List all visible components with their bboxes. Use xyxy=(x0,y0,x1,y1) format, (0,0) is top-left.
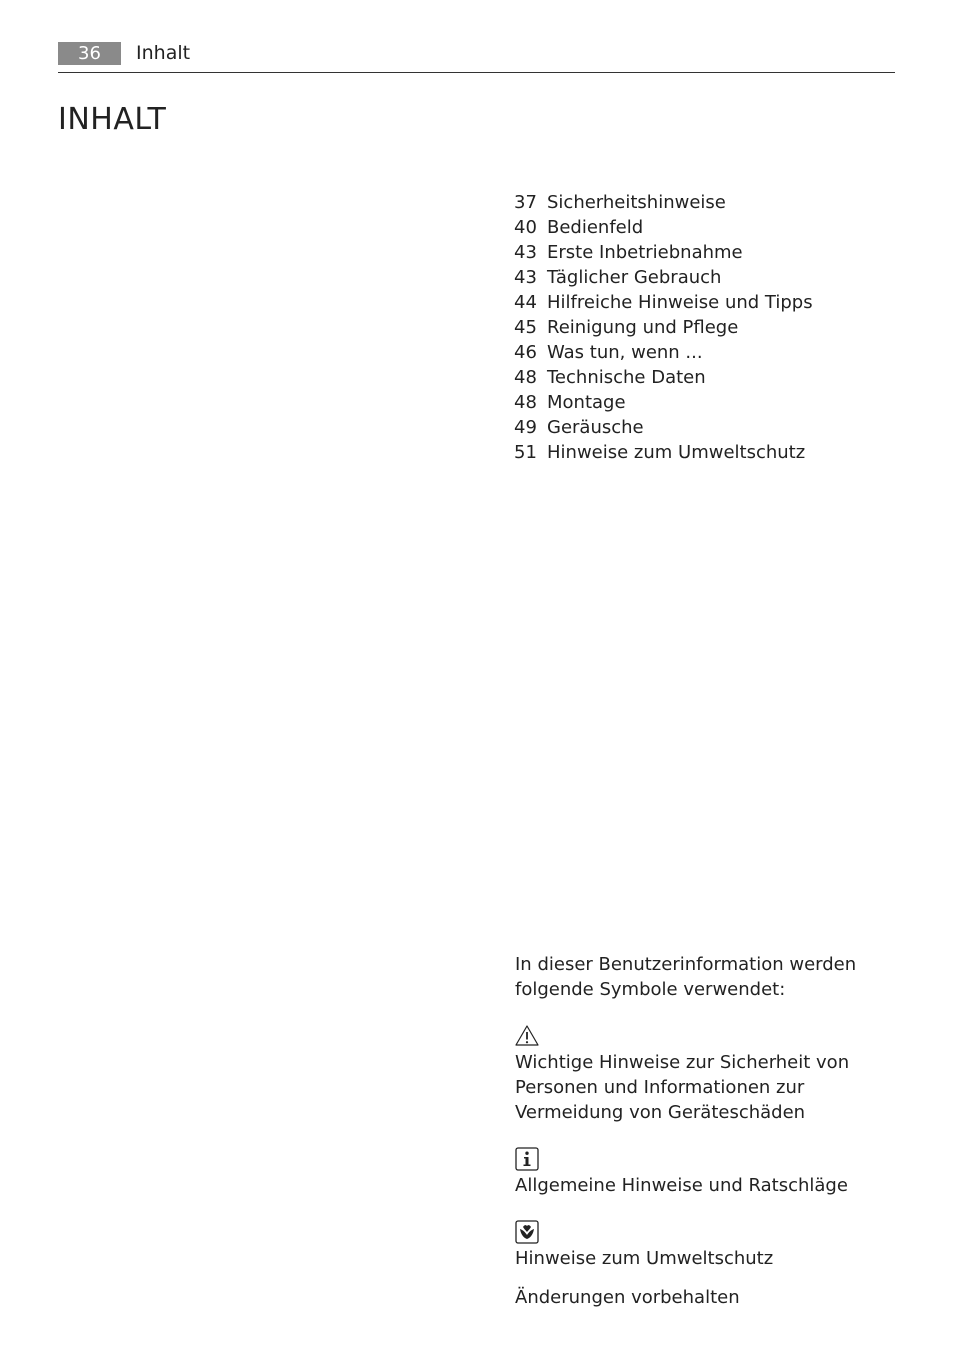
toc-page-number: 48 xyxy=(514,367,537,388)
toc-item[interactable] xyxy=(514,215,813,240)
page-number-badge: 36 xyxy=(58,42,121,65)
page-header xyxy=(58,40,895,73)
toc-item[interactable] xyxy=(514,440,813,465)
toc-label: Hinweise zum Umweltschutz xyxy=(547,442,806,463)
toc-item[interactable] xyxy=(514,315,813,340)
toc-item[interactable] xyxy=(514,290,813,315)
symbol-info xyxy=(515,1147,895,1198)
toc-page-number: 49 xyxy=(514,417,537,438)
toc-item[interactable] xyxy=(514,340,813,365)
symbol-environment-text: Hinweise zum Umweltschutz xyxy=(515,1248,774,1269)
header-section-label: Inhalt xyxy=(136,42,191,64)
environment-icon xyxy=(515,1220,539,1244)
toc-page-number: 44 xyxy=(514,292,537,313)
toc-item[interactable] xyxy=(514,365,813,390)
toc-label: Sicherheitshinweise xyxy=(547,192,726,213)
symbols-intro: In dieser Benutzerinformation werden folgende Symbole verwendet: xyxy=(515,954,857,1000)
toc-page-number: 43 xyxy=(514,242,537,263)
toc-page-number: 51 xyxy=(514,442,537,463)
toc-label: Hilfreiche Hinweise und Tipps xyxy=(547,292,813,313)
symbol-environment xyxy=(515,1220,895,1271)
toc-label: Geräusche xyxy=(547,417,644,438)
changes-note: Änderungen vorbehalten xyxy=(515,1287,740,1308)
toc-item[interactable] xyxy=(514,240,813,265)
warning-triangle-icon xyxy=(515,1024,539,1048)
toc-label: Täglicher Gebrauch xyxy=(547,267,722,288)
toc-label: Erste Inbetriebnahme xyxy=(547,242,743,263)
info-icon xyxy=(515,1147,539,1171)
symbol-warning xyxy=(515,1024,895,1125)
toc-label: Reinigung und Pflege xyxy=(547,317,739,338)
symbols-legend xyxy=(515,952,895,1310)
page-title: INHALT xyxy=(58,102,167,137)
toc-page-number: 46 xyxy=(514,342,537,363)
symbol-info-text: Allgemeine Hinweise und Ratschläge xyxy=(515,1175,848,1196)
toc-page-number: 37 xyxy=(514,192,537,213)
toc-page-number: 40 xyxy=(514,217,537,238)
toc-label: Montage xyxy=(547,392,626,413)
toc-label: Was tun, wenn ... xyxy=(547,342,703,363)
toc-item[interactable] xyxy=(514,190,813,215)
toc-page-number: 43 xyxy=(514,267,537,288)
toc-page-number: 45 xyxy=(514,317,537,338)
toc-item[interactable] xyxy=(514,390,813,415)
table-of-contents xyxy=(514,190,813,465)
toc-label: Bedienfeld xyxy=(547,217,644,238)
toc-item[interactable] xyxy=(514,415,813,440)
toc-label: Technische Daten xyxy=(547,367,706,388)
symbol-warning-text: Wichtige Hinweise zur Sicherheit von Personen und Informationen zur Vermeidung von Geräteschäden xyxy=(515,1052,850,1123)
toc-page-number: 48 xyxy=(514,392,537,413)
toc-item[interactable] xyxy=(514,265,813,290)
